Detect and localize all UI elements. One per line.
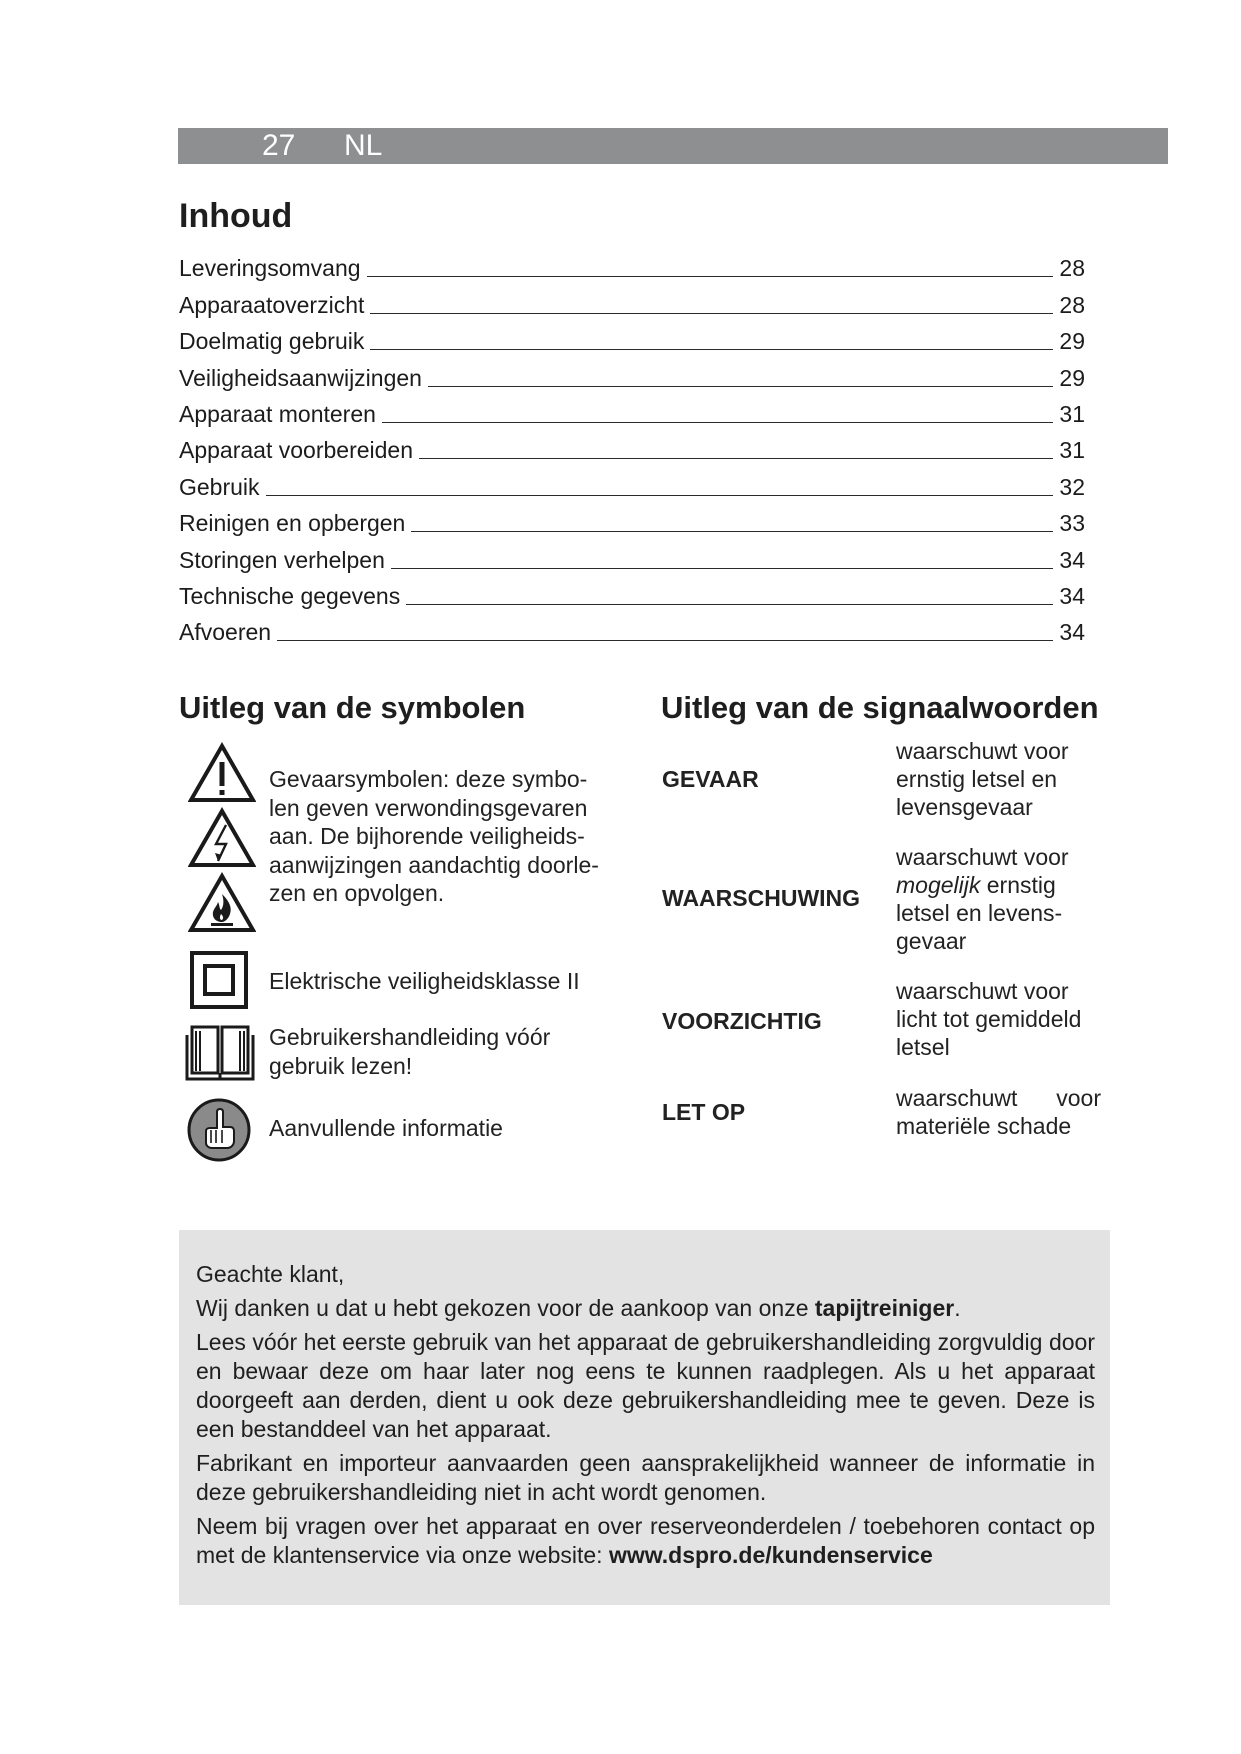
thank-you-paragraph — [196, 1294, 1095, 1323]
toc-entry[interactable] — [179, 392, 1085, 428]
toc-entry-page: 28 — [1059, 291, 1085, 318]
toc-entry-page: 34 — [1059, 582, 1085, 609]
text-fragment: ernstig — [986, 872, 1056, 898]
service-website-link[interactable]: www.dspro.de/kundenservice — [608, 1542, 933, 1568]
text-line: ernstig letsel en — [896, 766, 1058, 792]
toc-leader-line — [419, 458, 1053, 459]
toc-leader-line — [266, 495, 1054, 496]
toc-entry[interactable] — [179, 464, 1085, 500]
info-hand-icon — [186, 1097, 252, 1163]
manual-book-icon — [184, 1021, 256, 1083]
liability-paragraph: Fabrikant en importeur aanvaarden geen aansprakelijkheid wanneer de informatie in deze gebruikershandleiding niet in acht wordt genomen. — [196, 1450, 1095, 1505]
signal-word-warning-description — [896, 843, 1101, 955]
additional-info-description — [269, 1114, 503, 1143]
toc-entry-page: 32 — [1059, 473, 1085, 500]
text-line: Gebruikershandleiding vóór — [269, 1024, 551, 1050]
toc-entry[interactable] — [179, 355, 1085, 391]
toc-entry-label: Veiligheidsaanwijzingen — [179, 364, 422, 391]
general-warning-icon — [188, 742, 256, 804]
electric-shock-warning-icon — [188, 807, 256, 869]
text-fragment: . — [954, 1295, 961, 1321]
product-name: tapijtreiniger — [814, 1295, 955, 1321]
signal-word-caution: VOORZICHTIG — [662, 1008, 822, 1034]
text-line: Gevaarsymbolen: deze symbo- — [269, 766, 588, 792]
toc-entry-label: Technische gegevens — [179, 582, 401, 609]
text-line: len geven verwondingsgevaren — [269, 794, 588, 821]
contact-paragraph — [196, 1512, 1095, 1570]
toc-title: Inhoud — [179, 197, 293, 235]
toc-entry[interactable] — [179, 537, 1085, 573]
toc-entry-label: Leveringsomvang — [179, 255, 361, 282]
text-fragment: waarschuwt — [896, 1085, 1018, 1111]
emphasis-text: mogelijk — [896, 872, 981, 898]
toc-leader-line — [406, 604, 1053, 605]
manual-reading-description — [269, 1023, 550, 1080]
toc-leader-line — [370, 313, 1053, 314]
protection-class-ii-icon — [190, 951, 248, 1009]
toc-entry-label: Apparaat monteren — [179, 400, 376, 427]
toc-entry-label: Afvoeren — [179, 619, 272, 646]
language-code: NL — [344, 129, 383, 162]
toc-entry[interactable] — [179, 282, 1085, 318]
text-line: letsel en levens- — [896, 900, 1063, 926]
text-line — [896, 871, 1101, 899]
toc-entry[interactable] — [179, 501, 1085, 537]
customer-notice-box — [179, 1230, 1110, 1605]
toc-entry[interactable] — [179, 610, 1085, 646]
text-line: waarschuwt voor — [896, 978, 1069, 1004]
signal-word-notice: LET OP — [662, 1099, 746, 1125]
text-line: waarschuwt voor — [896, 844, 1069, 870]
text-line: gevaar — [896, 928, 967, 954]
text-line: zen en opvolgen. — [269, 880, 445, 906]
greeting: Geachte klant, — [196, 1261, 345, 1287]
text-line: Aanvullende informatie — [269, 1115, 503, 1141]
text-line: waarschuwt voor — [896, 738, 1069, 764]
signal-word-danger-description — [896, 737, 1101, 821]
toc-entry[interactable] — [179, 574, 1085, 610]
toc-leader-line — [428, 386, 1053, 387]
toc-entry-page: 28 — [1059, 255, 1085, 282]
text-fragment: Wij danken u dat u hebt gekozen voor de aankoop van onze — [196, 1295, 809, 1321]
toc-entry-page: 29 — [1059, 364, 1085, 391]
fire-hazard-warning-icon — [188, 872, 256, 934]
table-of-contents — [179, 246, 1085, 646]
toc-leader-line — [382, 422, 1054, 423]
toc-entry-label: Storingen verhelpen — [179, 546, 385, 573]
toc-entry-page: 34 — [1059, 546, 1085, 573]
toc-entry[interactable] — [179, 319, 1085, 355]
warning-symbols-description — [269, 765, 599, 908]
toc-leader-line — [391, 568, 1054, 569]
toc-leader-line — [370, 349, 1053, 350]
text-line: materiële schade — [896, 1113, 1072, 1139]
text-fragment: Neem bij vragen over het apparaat en over reserveonderdelen / toebehoren contact op met de klantenservice via onze website: — [196, 1513, 1095, 1568]
text-line: aanwijzingen aandachtig doorle- — [269, 851, 599, 878]
symbols-section-title: Uitleg van de symbolen — [179, 690, 526, 725]
text-line: licht tot gemiddeld — [896, 1006, 1082, 1032]
page-number: 27 — [262, 129, 296, 162]
toc-entry[interactable] — [179, 246, 1085, 282]
page-header-bar — [178, 128, 1168, 164]
text-line: gebruik lezen! — [269, 1052, 413, 1079]
toc-entry-label: Apparaat voorbereiden — [179, 437, 413, 464]
text-line: letsel — [896, 1034, 950, 1060]
signal-word-danger: GEVAAR — [662, 766, 759, 792]
text-line: aan. De bijhorende veiligheids- — [269, 823, 585, 849]
toc-leader-line — [367, 276, 1054, 277]
toc-entry-label: Reinigen en opbergen — [179, 510, 406, 537]
signal-word-warning: WAARSCHUWING — [662, 885, 861, 911]
signal-words-section-title: Uitleg van de signaalwoorden — [661, 690, 1099, 725]
toc-entry[interactable] — [179, 428, 1085, 464]
text-line: Elektrische veiligheidsklasse II — [269, 968, 580, 994]
text-line: levensgevaar — [896, 794, 1033, 820]
toc-entry-page: 34 — [1059, 619, 1085, 646]
protection-class-description — [269, 967, 580, 996]
signal-word-caution-description — [896, 977, 1101, 1061]
read-manual-paragraph: Lees vóór het eerste gebruik van het apparaat de gebruikershandleiding zorgvuldig door en bewaar deze om haar later nog eens te kunnen raadplegen. Als u het apparaat doorgeeft aan derden, dient u ook deze gebruikershandleiding mee te geven. Deze is een bestanddeel van het apparaat. — [196, 1329, 1095, 1442]
toc-entry-page: 29 — [1059, 328, 1085, 355]
toc-entry-page: 31 — [1059, 400, 1085, 427]
toc-entry-page: 33 — [1059, 510, 1085, 537]
toc-entry-label: Doelmatig gebruik — [179, 328, 365, 355]
toc-leader-line — [411, 531, 1053, 532]
signal-word-notice-description — [896, 1084, 1101, 1140]
toc-entry-label: Apparaatoverzicht — [179, 291, 365, 318]
toc-entry-label: Gebruik — [179, 473, 260, 500]
text-line — [896, 1084, 1101, 1112]
toc-leader-line — [277, 640, 1053, 641]
text-fragment: voor — [1056, 1085, 1101, 1111]
toc-entry-page: 31 — [1059, 437, 1085, 464]
